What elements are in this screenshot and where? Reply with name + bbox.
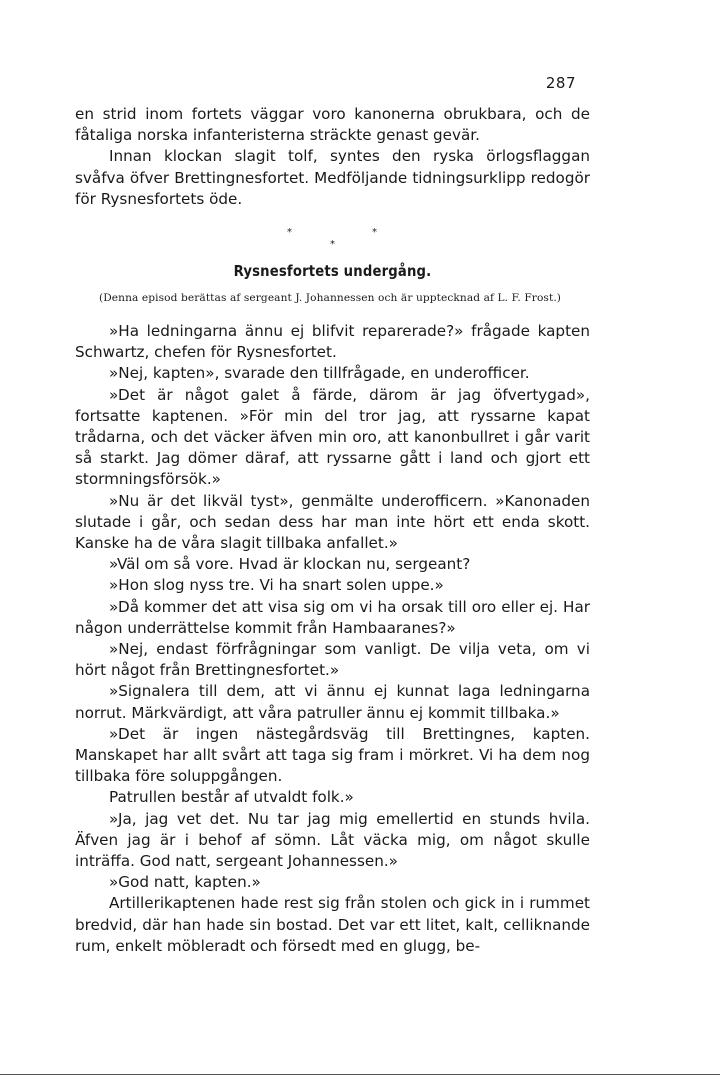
ornament-star: * bbox=[287, 227, 292, 238]
paragraph: »Ja, jag vet det. Nu tar jag mig emellertid en stunds hvila. Äfven jag är i behof af sömn. Låt väcka mig, om något skulle inträffa. God natt, sergeant Johannessen.» bbox=[75, 809, 590, 871]
dialogue-text-block bbox=[75, 321, 590, 957]
ornament-star: * bbox=[372, 227, 377, 238]
paragraph: »Nej, endast förfrågningar som vanligt. De vilja veta, om vi hört något från Brettingnesfortet.» bbox=[75, 640, 590, 680]
paragraph: »Då kommer det att visa sig om vi ha orsak till oro eller ej. Har någon underrättelse kommit från Hambaaranes?» bbox=[75, 597, 590, 637]
paragraph: »Det är något galet å färde, därom är jag öfvertygad», fortsatte kaptenen. »För min del tror jag, att ryssarne kapat trådarna, och det väcker äfven min oro, att kanonbullret i går varit så starkt. Jag dömer däraf, att ryssarne gått i land och gjort ett stormningsförsök.» bbox=[75, 385, 590, 489]
paragraph: »God natt, kapten.» bbox=[109, 873, 261, 892]
section-ornament bbox=[270, 222, 390, 252]
paragraph: Patrullen består af utvaldt folk.» bbox=[109, 788, 354, 807]
ornament-star: * bbox=[330, 239, 335, 250]
paragraph: Artillerikaptenen hade rest sig från stolen och gick in i rummet bredvid, där han hade sin bostad. Det var ett litet, kalt, celliknande rum, enkelt möbleradt och försedt med en glugg, be- bbox=[75, 894, 590, 955]
section-title: Rysnesfortets undergång. bbox=[233, 262, 432, 280]
paragraph: »Signalera till dem, att vi ännu ej kunnat laga ledningarna norrut. Märkvärdigt, att våra patruller ännu ej kommit tillbaka.» bbox=[75, 682, 590, 722]
paragraph: »Nu är det likväl tyst», genmälte underofficern. »Kanonaden slutade i går, och sedan dess har man inte hört ett enda skott. Kanske ha de våra slagit tillbaka anfallet.» bbox=[75, 491, 590, 553]
paragraph: »Väl om så vore. Hvad är klockan nu, sergeant? bbox=[109, 555, 471, 574]
paragraph: »Hon slog nyss tre. Vi ha snart solen uppe.» bbox=[109, 576, 444, 595]
paragraph: »Ha ledningarna ännu ej blifvit reparerade?» frågade kapten Schwartz, chefen för Rysnesfortet. bbox=[75, 322, 590, 362]
paragraph: Innan klockan slagit tolf, syntes den ryska örlogsflaggan svåfva öfver Brettingnesfortet. Medföljande tidningsurklipp redogör för Rysnesfortets öde. bbox=[75, 147, 590, 208]
page-number: 287 bbox=[545, 74, 576, 92]
scan-edge-line bbox=[0, 1074, 720, 1075]
top-text-block bbox=[75, 104, 590, 210]
paragraph: »Nej, kapten», svarade den tillfrågade, en underofficer. bbox=[109, 364, 530, 383]
paragraph: »Det är ingen nästegårdsväg till Brettingnes, kapten. Manskapet har allt svårt att taga sig fram i mörkret. Vi ha dem nog tillbaka före soluppgången. bbox=[75, 724, 590, 786]
paragraph: en strid inom fortets väggar voro kanonerna obrukbara, och de fåtaliga norska infanteristerna sträckte genast gevär. bbox=[75, 105, 590, 145]
section-subtitle: (Denna episod berättas af sergeant J. Johannessen och är upptecknad af L. F. Frost.) bbox=[98, 292, 562, 304]
